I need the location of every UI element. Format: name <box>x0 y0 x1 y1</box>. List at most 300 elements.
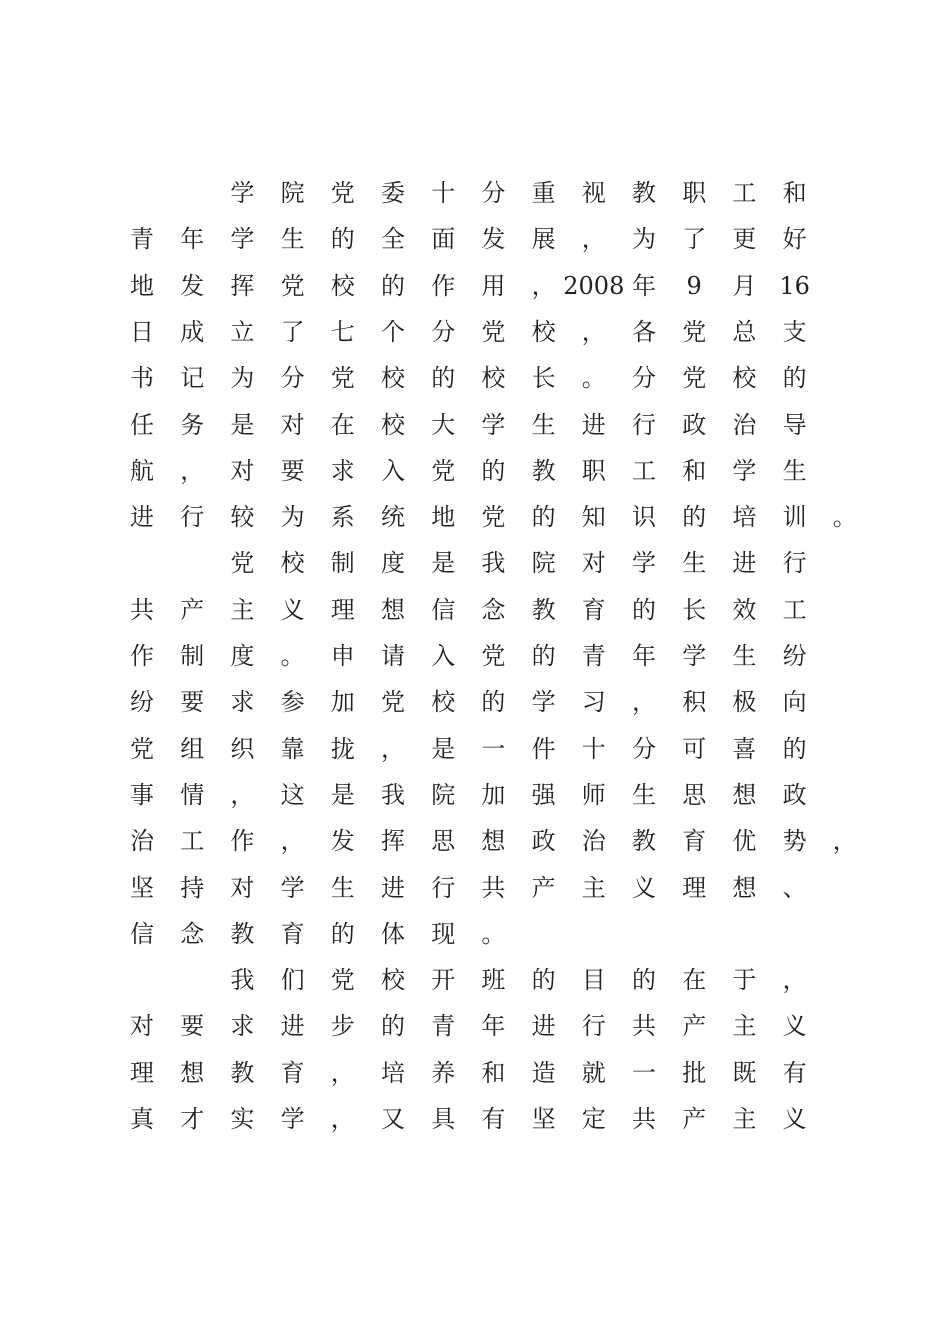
text-line <box>0 219 950 259</box>
text-char: 月 <box>732 271 757 300</box>
text-char: 喜 <box>732 734 757 763</box>
text-char: 我 <box>481 549 506 578</box>
text-char: 学 <box>632 549 656 578</box>
text-char: 校 <box>732 364 757 393</box>
text-char: 好 <box>782 225 807 254</box>
text-char: 重 <box>531 179 556 207</box>
text-char: 纷 <box>782 642 807 670</box>
text-line <box>0 821 950 861</box>
text-char: 用 <box>481 271 506 300</box>
text-char: 向 <box>782 688 807 717</box>
text-char: 发 <box>481 225 506 254</box>
text-char: 对 <box>230 873 255 902</box>
text-char: 、 <box>782 873 807 902</box>
text-char: 党 <box>330 966 355 995</box>
text-char: 系 <box>330 503 355 532</box>
text-char: 主 <box>732 1105 757 1133</box>
text-char: 总 <box>732 317 757 346</box>
text-char: 度 <box>230 642 255 670</box>
text-char: 的 <box>531 966 556 995</box>
text-char: 育 <box>280 1058 305 1087</box>
text-char: 院 <box>531 549 556 578</box>
text-char: 书 <box>130 364 154 393</box>
text-char: 青 <box>130 225 154 254</box>
text-char: 一 <box>632 1058 656 1087</box>
text-char: 生 <box>732 642 757 670</box>
text-char: 事 <box>130 780 154 809</box>
text-char: 是 <box>431 734 456 763</box>
text-char: 16 <box>779 271 810 300</box>
text-char: 行 <box>581 1012 606 1041</box>
text-char: 的 <box>381 1012 405 1041</box>
text-char: 求 <box>230 1012 255 1041</box>
text-char: 的 <box>431 364 456 393</box>
text-char: 年 <box>632 271 656 300</box>
text-char: 了 <box>280 317 305 346</box>
text-char: 想 <box>481 827 506 856</box>
text-char: 为 <box>230 364 255 393</box>
text-char: 义 <box>280 595 305 624</box>
text-char: 教 <box>632 179 656 207</box>
text-char: 个 <box>381 317 405 346</box>
text-char: 工 <box>180 827 205 856</box>
text-char: 治 <box>130 827 154 856</box>
text-char: 校 <box>481 364 506 393</box>
text-char: 统 <box>381 503 405 532</box>
text-char: 航 <box>130 456 154 485</box>
text-char: 师 <box>581 780 606 809</box>
text-char: 十 <box>431 179 456 207</box>
text-char: 生 <box>330 873 355 902</box>
text-char: 可 <box>682 734 707 763</box>
text-line <box>0 914 950 954</box>
text-line <box>0 590 950 630</box>
text-char: 要 <box>180 1012 205 1041</box>
text-char: 学 <box>481 410 506 439</box>
text-char: 青 <box>431 1012 456 1041</box>
text-char: 。 <box>481 919 506 948</box>
text-char: 院 <box>280 179 305 207</box>
text-char: 的 <box>481 456 506 485</box>
text-char: 展 <box>531 225 556 254</box>
text-char: 求 <box>230 688 255 717</box>
text-char: 长 <box>531 364 556 393</box>
text-char: 念 <box>481 595 506 624</box>
text-char: 要 <box>180 688 205 717</box>
text-char: 成 <box>180 317 205 346</box>
text-char: 织 <box>230 734 255 763</box>
text-char: 组 <box>180 734 205 763</box>
text-char: 思 <box>431 827 456 856</box>
text-char: 理 <box>330 595 355 624</box>
text-char: 2008 <box>563 271 625 300</box>
text-char: 治 <box>732 410 757 439</box>
text-char: 教 <box>632 827 656 856</box>
text-char: 分 <box>481 179 506 207</box>
text-char: 支 <box>782 317 807 346</box>
text-char: 育 <box>581 595 606 624</box>
text-char: 党 <box>130 734 154 763</box>
text-char: 积 <box>682 688 707 717</box>
text-char: 生 <box>682 549 707 578</box>
text-char: 校 <box>330 271 355 300</box>
text-char: 纷 <box>130 688 154 717</box>
text-char: 对 <box>280 410 305 439</box>
text-char: 才 <box>180 1105 205 1133</box>
text-char: 作 <box>130 642 154 670</box>
text-char: 七 <box>330 317 355 346</box>
text-char: 产 <box>531 873 556 902</box>
text-char: 党 <box>481 642 506 670</box>
text-char: 大 <box>431 410 456 439</box>
text-char: 习 <box>581 688 606 717</box>
text-char: 对 <box>130 1012 154 1041</box>
text-char: 的 <box>632 966 656 995</box>
text-char: ， <box>531 271 556 300</box>
text-line <box>0 1053 950 1093</box>
text-char: 行 <box>431 873 456 902</box>
text-char: 的 <box>330 225 355 254</box>
text-char: 于 <box>732 966 757 995</box>
text-char: 想 <box>381 595 405 624</box>
text-char: 加 <box>481 780 506 809</box>
text-char: 分 <box>632 364 656 393</box>
text-char: 度 <box>381 549 405 578</box>
text-char: 学 <box>732 456 757 485</box>
text-char: 党 <box>330 364 355 393</box>
text-char: 教 <box>230 1058 255 1087</box>
text-char: 学 <box>230 179 255 207</box>
text-char: 导 <box>782 410 807 439</box>
text-char: ， <box>581 317 606 346</box>
text-char: 造 <box>531 1058 556 1087</box>
text-char: 定 <box>581 1105 606 1133</box>
text-char: 一 <box>481 734 506 763</box>
text-char: 势 <box>782 827 807 856</box>
text-char: 地 <box>130 271 154 300</box>
text-char: 为 <box>632 225 656 254</box>
text-char: 校 <box>531 317 556 346</box>
text-char: 教 <box>531 595 556 624</box>
text-char: 和 <box>682 456 707 485</box>
text-char: 政 <box>531 827 556 856</box>
text-char: 极 <box>732 688 757 717</box>
text-char: ， <box>330 1105 355 1133</box>
text-char: 务 <box>180 410 205 439</box>
text-line <box>0 497 950 537</box>
text-char: 有 <box>481 1105 506 1133</box>
text-char: 具 <box>431 1105 456 1133</box>
text-char: 持 <box>180 873 205 902</box>
text-char: 教 <box>230 919 255 948</box>
text-line <box>0 960 950 1000</box>
text-char: 长 <box>682 595 707 624</box>
text-char: 又 <box>381 1105 405 1133</box>
text-char: 党 <box>481 317 506 346</box>
text-line <box>0 451 950 491</box>
text-char: 这 <box>280 780 305 809</box>
text-char: 学 <box>280 1105 305 1133</box>
text-char: 学 <box>280 873 305 902</box>
text-char: 共 <box>632 1012 656 1041</box>
text-char: 就 <box>581 1058 606 1087</box>
text-char: 的 <box>330 919 355 948</box>
text-char: 靠 <box>280 734 305 763</box>
text-char: 体 <box>381 919 405 948</box>
text-char: 既 <box>732 1058 757 1087</box>
text-char: 是 <box>330 780 355 809</box>
text-char: 面 <box>431 225 456 254</box>
text-char: 信 <box>431 595 456 624</box>
text-char: 入 <box>381 456 405 485</box>
text-char: 进 <box>732 549 757 578</box>
text-char: 坚 <box>130 873 154 902</box>
text-line <box>0 775 950 815</box>
text-char: 的 <box>381 271 405 300</box>
text-char: 是 <box>431 549 456 578</box>
text-char: 行 <box>632 410 656 439</box>
text-char: 情 <box>180 780 205 809</box>
text-char: 念 <box>180 919 205 948</box>
text-char: 强 <box>531 780 556 809</box>
text-char: 义 <box>632 873 656 902</box>
text-char: 信 <box>130 919 154 948</box>
text-char: 分 <box>280 364 305 393</box>
text-char: 制 <box>330 549 355 578</box>
text-char: 进 <box>381 873 405 902</box>
text-char: 年 <box>180 225 205 254</box>
text-char: 政 <box>682 410 707 439</box>
text-char: 了 <box>682 225 707 254</box>
text-line <box>0 358 950 398</box>
text-char: 效 <box>732 595 757 624</box>
text-char: 年 <box>481 1012 506 1041</box>
text-char: 参 <box>280 688 305 717</box>
text-char: 育 <box>682 827 707 856</box>
text-char: 生 <box>782 456 807 485</box>
text-char: 十 <box>581 734 606 763</box>
text-char: ， <box>381 734 405 763</box>
text-char: 校 <box>431 688 456 717</box>
text-char: 各 <box>632 317 656 346</box>
text-char: 委 <box>381 179 405 207</box>
text-char: 校 <box>280 549 305 578</box>
text-char: 的 <box>481 688 506 717</box>
text-char: 想 <box>180 1058 205 1087</box>
text-char: 记 <box>180 364 205 393</box>
text-char: 挥 <box>381 827 405 856</box>
text-line <box>0 266 950 306</box>
text-char: 挥 <box>230 271 255 300</box>
text-line <box>0 405 950 445</box>
text-char: 生 <box>280 225 305 254</box>
text-char: 较 <box>230 503 255 532</box>
text-char: 主 <box>230 595 255 624</box>
text-char: 目 <box>581 966 606 995</box>
text-char: 训 <box>782 503 807 532</box>
text-char: ， <box>632 688 656 717</box>
text-char: 教 <box>531 456 556 485</box>
text-char: 学 <box>682 642 707 670</box>
text-char: 党 <box>230 549 255 578</box>
text-char: 和 <box>481 1058 506 1087</box>
text-char: 工 <box>732 179 757 207</box>
text-char: 的 <box>531 642 556 670</box>
text-char: 想 <box>732 780 757 809</box>
text-char: 思 <box>682 780 707 809</box>
text-char: 学 <box>230 225 255 254</box>
text-line <box>0 173 950 213</box>
text-char: 党 <box>330 179 355 207</box>
text-char: 产 <box>180 595 205 624</box>
text-char: 校 <box>381 364 405 393</box>
text-char: 作 <box>431 271 456 300</box>
text-char: 校 <box>381 410 405 439</box>
text-char: 校 <box>381 966 405 995</box>
text-char: 党 <box>682 317 707 346</box>
text-char: 现 <box>431 919 456 948</box>
text-char: 党 <box>431 456 456 485</box>
text-char: 理 <box>130 1058 154 1087</box>
text-line <box>0 543 950 583</box>
text-char: ， <box>230 780 255 809</box>
text-char: 治 <box>581 827 606 856</box>
text-char: 对 <box>230 456 255 485</box>
text-char: 识 <box>632 503 656 532</box>
text-char: 的 <box>682 503 707 532</box>
text-char: 职 <box>581 456 606 485</box>
text-char: 请 <box>381 642 405 670</box>
text-char: 立 <box>230 317 255 346</box>
text-char: 产 <box>682 1105 707 1133</box>
text-char: 行 <box>782 549 807 578</box>
text-char: 年 <box>632 642 656 670</box>
text-char: 青 <box>581 642 606 670</box>
text-char: 视 <box>581 179 606 207</box>
text-char: 分 <box>632 734 656 763</box>
text-char: 党 <box>682 364 707 393</box>
text-char: 党 <box>481 503 506 532</box>
text-char: 的 <box>782 364 807 393</box>
text-char: 。 <box>581 364 606 393</box>
text-char: 进 <box>280 1012 305 1041</box>
text-char: 工 <box>782 595 807 624</box>
text-char: 。 <box>280 642 305 670</box>
text-char: 件 <box>531 734 556 763</box>
text-char: 制 <box>180 642 205 670</box>
text-char: 。 <box>832 503 857 532</box>
text-char: 想 <box>732 873 757 902</box>
text-char: 生 <box>632 780 656 809</box>
text-char: 我 <box>381 780 405 809</box>
text-char: 地 <box>431 503 456 532</box>
text-char: 坚 <box>531 1105 556 1133</box>
text-char: 主 <box>581 873 606 902</box>
text-char: 党 <box>381 688 405 717</box>
text-char: 工 <box>632 456 656 485</box>
text-char: 产 <box>682 1012 707 1041</box>
text-char: 政 <box>782 780 807 809</box>
text-char: 的 <box>782 734 807 763</box>
text-char: 实 <box>230 1105 255 1133</box>
text-line <box>0 729 950 769</box>
text-char: 是 <box>230 410 255 439</box>
text-char: 进 <box>531 1012 556 1041</box>
text-char: 入 <box>431 642 456 670</box>
text-char: 更 <box>732 225 757 254</box>
text-char: 进 <box>130 503 154 532</box>
text-char: 义 <box>782 1012 807 1041</box>
text-line <box>0 1006 950 1046</box>
text-char: 发 <box>180 271 205 300</box>
text-char: 在 <box>330 410 355 439</box>
text-char: ， <box>782 966 807 995</box>
text-char: 知 <box>581 503 606 532</box>
text-char: 院 <box>431 780 456 809</box>
text-char: 培 <box>381 1058 405 1087</box>
text-line <box>0 682 950 722</box>
text-char: 申 <box>330 642 355 670</box>
text-char: 有 <box>782 1058 807 1087</box>
text-char: 分 <box>431 317 456 346</box>
text-char: 和 <box>782 179 807 207</box>
text-char: 生 <box>531 410 556 439</box>
text-char: 优 <box>732 827 757 856</box>
text-line <box>0 312 950 352</box>
text-char: 发 <box>330 827 355 856</box>
text-char: 全 <box>381 225 405 254</box>
text-char: 养 <box>431 1058 456 1087</box>
text-line <box>0 636 950 676</box>
text-char: 义 <box>782 1105 807 1133</box>
text-line <box>0 868 950 908</box>
text-line <box>0 1099 950 1139</box>
text-char: 行 <box>180 503 205 532</box>
text-char: 求 <box>330 456 355 485</box>
text-char: 培 <box>732 503 757 532</box>
text-char: 们 <box>280 966 305 995</box>
text-char: 日 <box>130 317 154 346</box>
text-char: 共 <box>632 1105 656 1133</box>
text-char: 理 <box>682 873 707 902</box>
text-char: 共 <box>481 873 506 902</box>
text-char: ， <box>330 1058 355 1087</box>
text-char: 拢 <box>330 734 355 763</box>
text-char: ， <box>180 456 205 485</box>
text-char: 班 <box>481 966 506 995</box>
text-char: 主 <box>732 1012 757 1041</box>
text-char: 要 <box>280 456 305 485</box>
text-char: 开 <box>431 966 456 995</box>
text-char: 共 <box>130 595 154 624</box>
text-char: 任 <box>130 410 154 439</box>
text-char: 加 <box>330 688 355 717</box>
text-char: ， <box>280 827 305 856</box>
text-char: ， <box>581 225 606 254</box>
text-char: 我 <box>230 966 255 995</box>
text-char: 在 <box>682 966 707 995</box>
text-char: 9 <box>686 271 702 300</box>
text-char: 进 <box>581 410 606 439</box>
text-char: 步 <box>330 1012 355 1041</box>
text-char: ， <box>832 827 857 856</box>
text-char: 为 <box>280 503 305 532</box>
text-char: 批 <box>682 1058 707 1087</box>
text-char: 的 <box>531 503 556 532</box>
text-char: 的 <box>632 595 656 624</box>
text-char: 真 <box>130 1105 154 1133</box>
text-char: 作 <box>230 827 255 856</box>
